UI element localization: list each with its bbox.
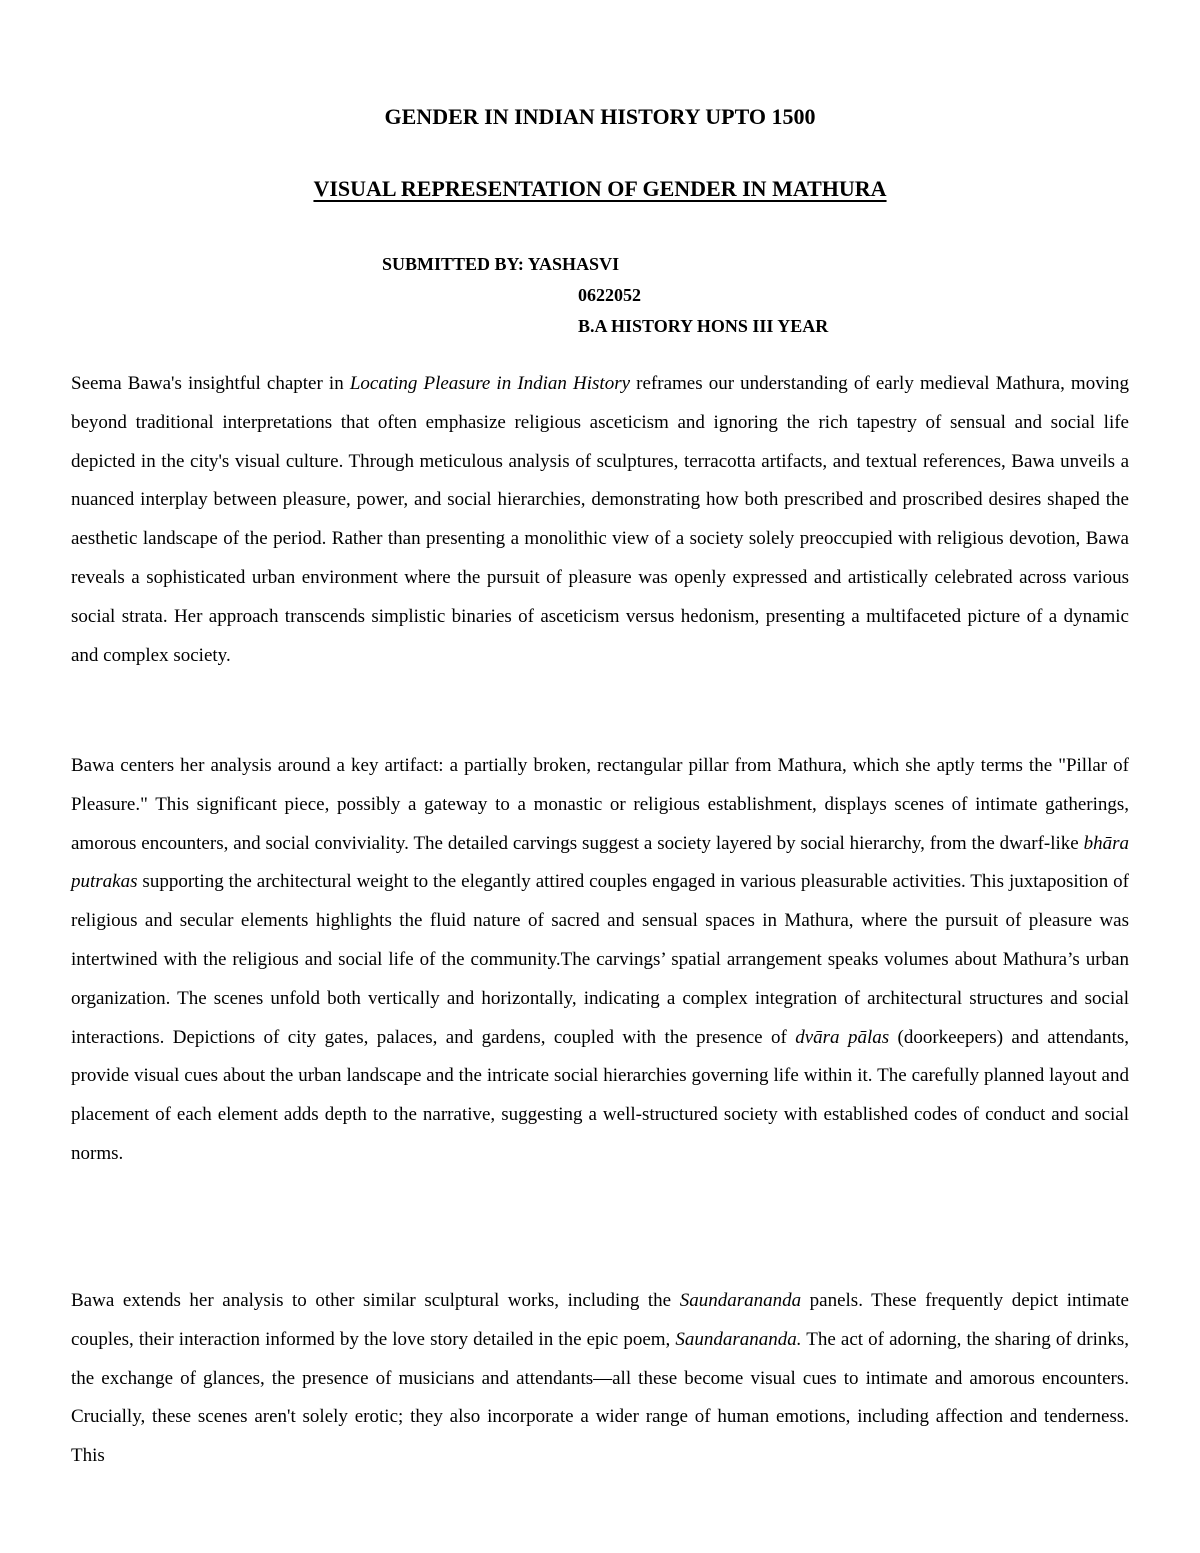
italic-text: dvāra pālas (795, 1026, 890, 1048)
paragraph-1 (71, 365, 1129, 675)
italic-text: bhāra putrakas (71, 832, 1129, 893)
course-title: GENDER IN INDIAN HISTORY UPTO 1500 (384, 104, 816, 129)
roll-number: 0622052 (578, 285, 641, 305)
paragraph-text: supporting the architectural weight to the elegantly attired couples engaged in various pleasurable activities. This juxtaposition of religious and secular elements highlights the fluid nature of sacred and sensual spaces in Mathura, where the pursuit of pleasure was intertwined with the religious and social life of the community.The carvings’ spatial arrangement speaks volumes about Mathura’s urban organization. The scenes unfold both vertically and horizontally, indicating a complex integration of architectural structures and social interactions. Depictions of city gates, palaces, and gardens, coupled with the presence of (71, 871, 1129, 1048)
paragraph-text: Seema Bawa's insightful chapter in (71, 373, 350, 394)
paragraph-text: (doorkeepers) and attendants, provide visual cues about the urban landscape and the intricate social hierarchies governing life within it. The carefully planned layout and placement of each element adds depth to the narrative, suggesting a well-structured society with established codes of conduct and social norms. (71, 1026, 1130, 1164)
paragraph-text: Bawa centers her analysis around a key artifact: a partially broken, rectangular pillar from Mathura, which she aptly terms the "Pillar of Pleasure." This significant piece, possibly a gateway to a monastic or religious establishment, displays scenes of intimate gatherings, amorous encounters, and social conviviality. The detailed carvings suggest a society layered by social hierarchy, from the dwarf-like (71, 755, 1129, 854)
italic-text: Saundarananda (679, 1290, 802, 1311)
paragraph-text: reframes our understanding of early medieval Mathura, moving beyond traditional interpretations that often emphasize religious asceticism and ignoring the rich tapestry of sensual and social life depicted in the city's visual culture. Through meticulous analysis of sculptures, terracotta artifacts, and textual references, Bawa unveils a nuanced interplay between pleasure, power, and social hierarchies, demonstrating how both prescribed and proscribed desires shaped the aesthetic landscape of the period. Rather than presenting a monolithic view of a society solely preoccupied with religious devotion, Bawa reveals a sophisticated urban environment where the pursuit of pleasure was openly expressed and artistically celebrated across various social strata. Her approach transcends simplistic binaries of asceticism versus hedonism, presenting a multifaceted picture of a dynamic and complex society. (71, 373, 1129, 666)
italic-text: Locating Pleasure in Indian History (349, 373, 631, 394)
paragraph-3 (71, 1282, 1129, 1476)
course-year: B.A HISTORY HONS III YEAR (578, 316, 829, 336)
submitted-by: SUBMITTED BY: YASHASVI (382, 254, 620, 274)
italic-text: Saundarananda. (675, 1328, 802, 1350)
paper-title: VISUAL REPRESENTATION OF GENDER IN MATHURA (313, 176, 887, 201)
paragraph-2 (71, 747, 1129, 1174)
paragraph-text: Bawa extends her analysis to other similar sculptural works, including the (71, 1290, 680, 1311)
paragraph-text: panels. These frequently depict intimate couples, their interaction informed by the love story detailed in the epic poem, (71, 1290, 1129, 1350)
paragraph-text: The act of adorning, the sharing of drinks, the exchange of glances, the presence of musicians and attendants—all these become visual cues to intimate and amorous encounters. Crucially, these scenes aren't solely erotic; they also incorporate a wider range of human emotions, including affection and tenderness. This (71, 1328, 1129, 1467)
